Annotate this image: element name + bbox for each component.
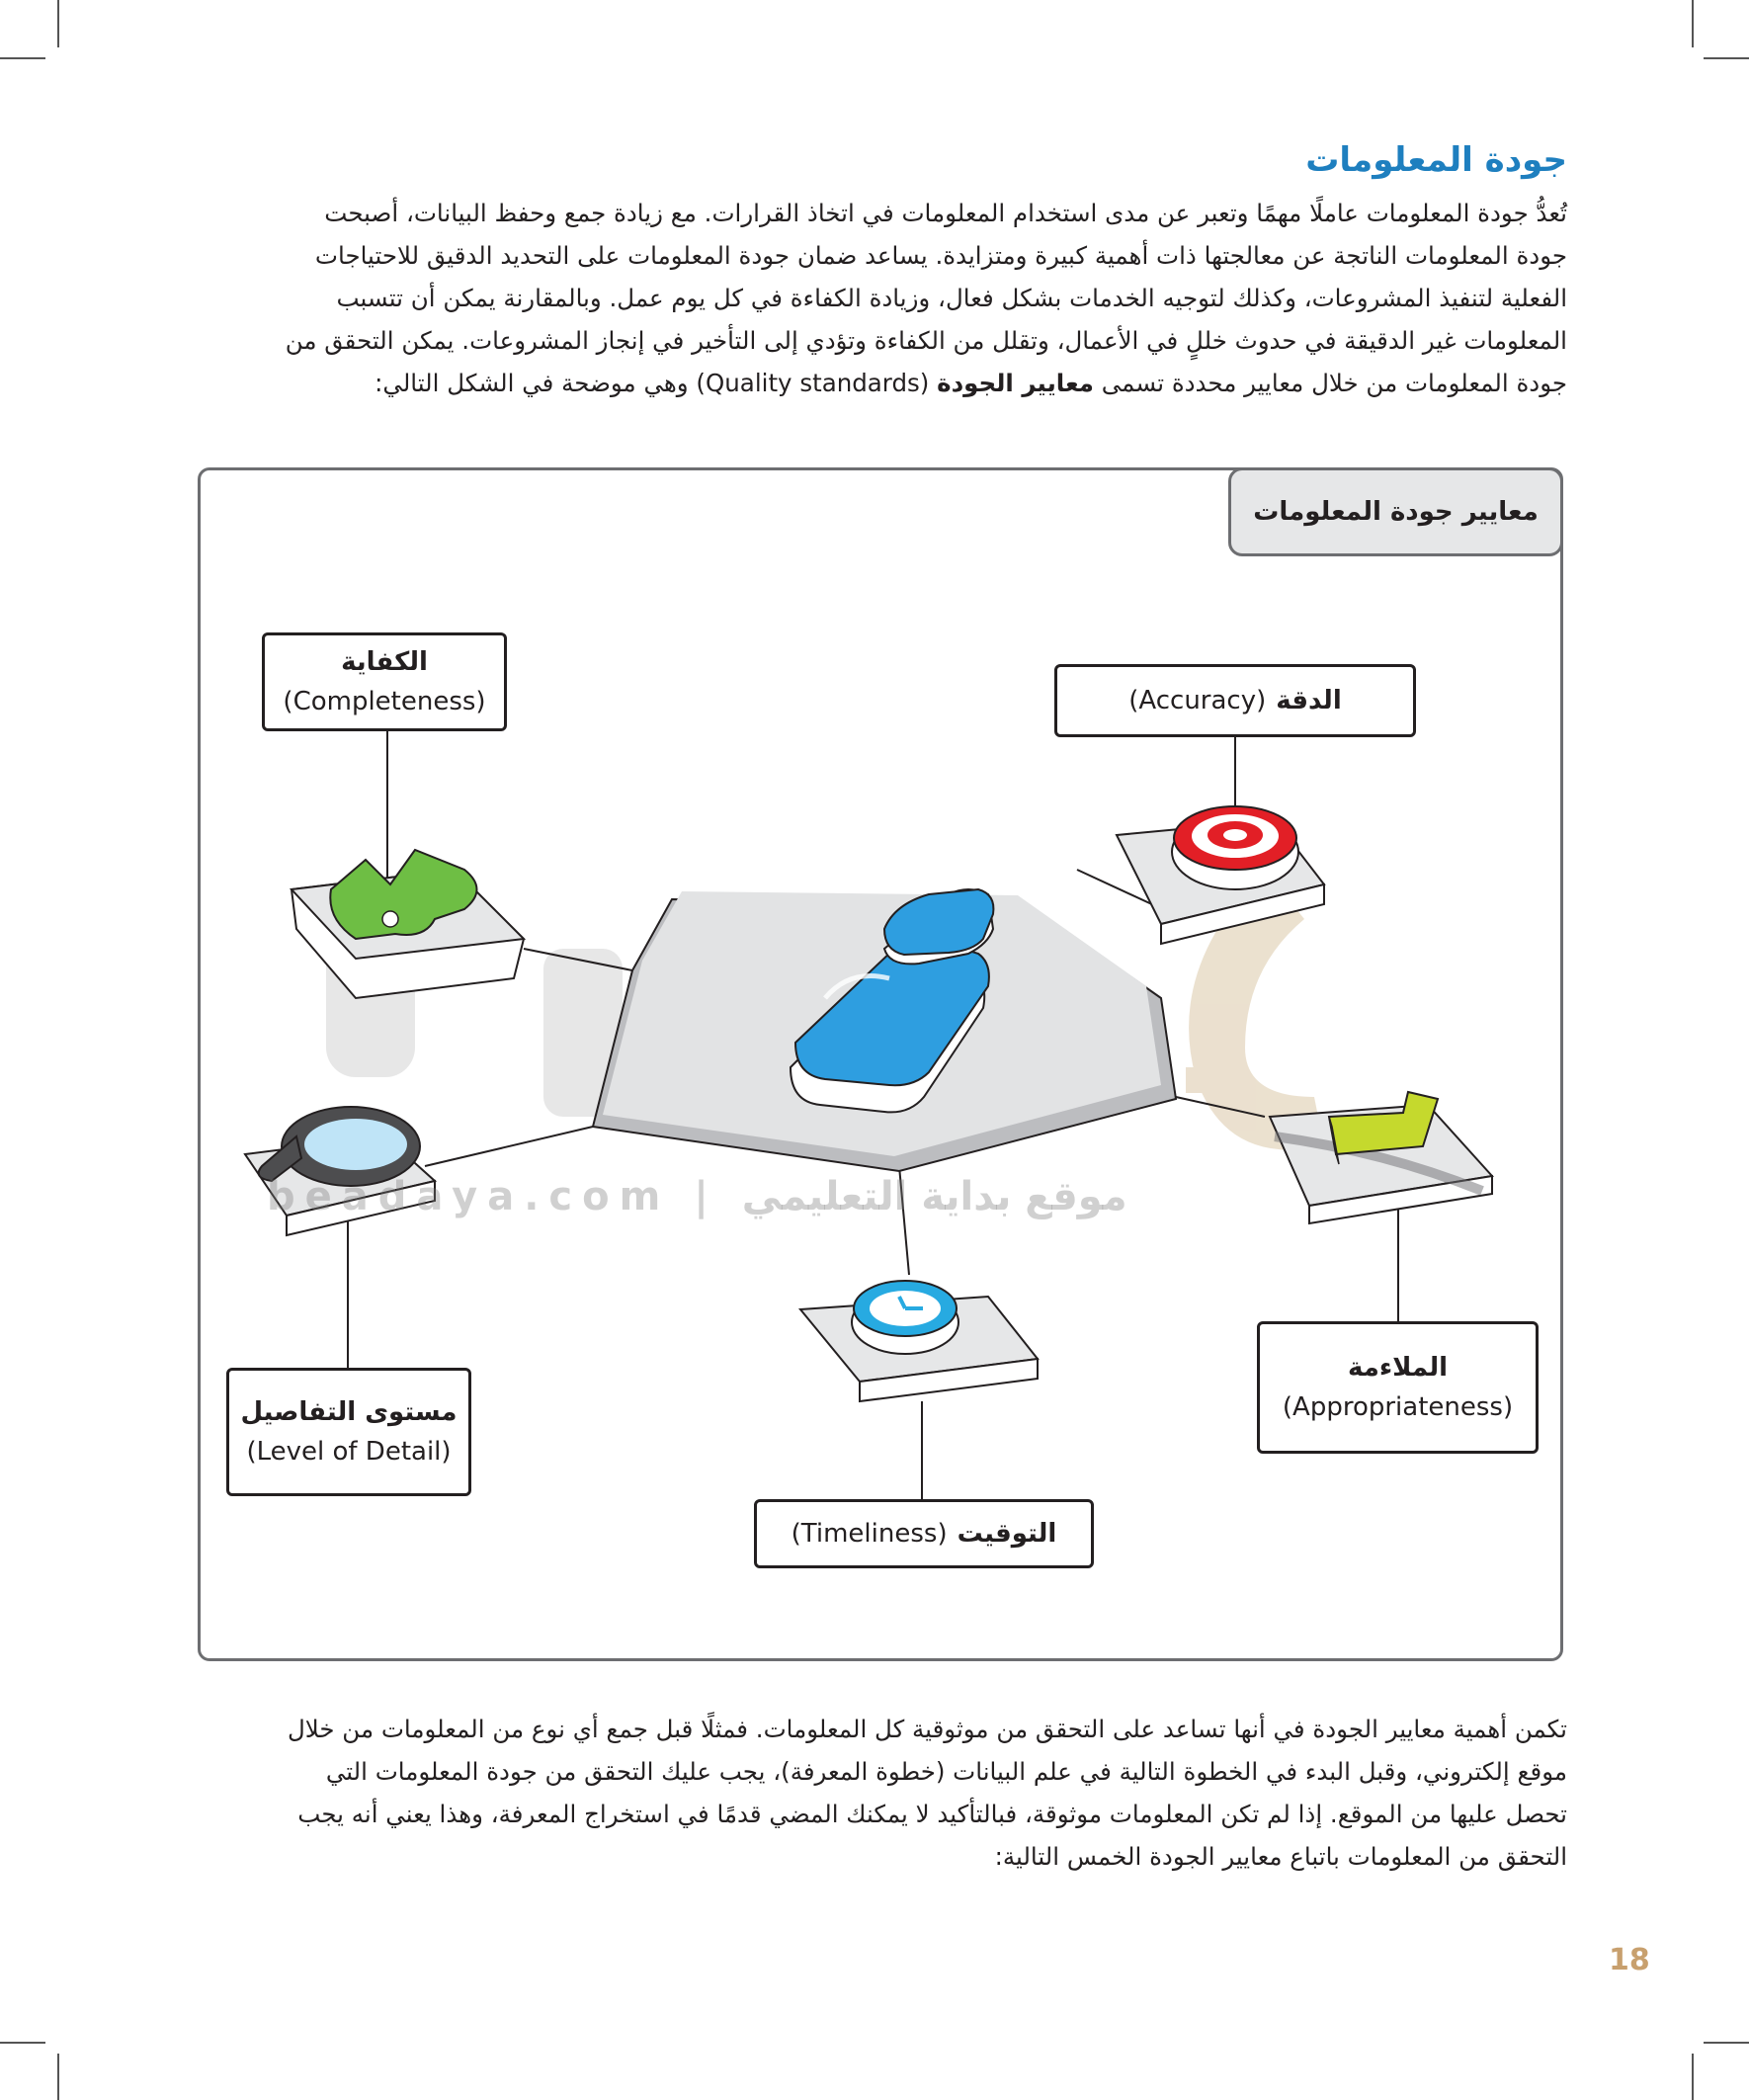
closing-line: موقع إلكتروني، وقبل البدء في الخطوة التالية في علم البيانات (خطوة المعرفة)، يجب عليك التحقق من جودة المعلومات التي	[325, 1757, 1567, 1786]
intro-text: جودة المعلومات من خلال معايير محددة تسمى	[1101, 369, 1567, 397]
intro-text: (Quality standards) وهي موضحة في الشكل التالي:	[375, 369, 930, 397]
intro-line: الفعلية لتنفيذ المشروعات، وكذلك لتوجيه الخدمات بشكل فعال، وزيادة الكفاءة في كل يوم عمل. وبالمقارنة يمكن أن تتسبب	[336, 284, 1567, 312]
label-appropriateness-ar: الملاءمة	[1347, 1353, 1448, 1383]
label-appropriateness-en: (Appropriateness)	[1282, 1392, 1514, 1422]
label-completeness-ar: الكفاية	[341, 647, 428, 677]
diagram-title-tab: معايير جودة المعلومات	[1228, 467, 1563, 556]
label-level-of-detail	[226, 1368, 471, 1496]
intro-line: المعلومات غير الدقيقة في حدوث خللٍ في الأعمال، وتقلل من الكفاءة وتؤدي إلى التأخير في إنجاز المشروعات. يمكن التحقق من	[285, 326, 1567, 355]
closing-line: التحقق من المعلومات باتباع معايير الجودة الخمس التالية:	[994, 1842, 1567, 1871]
label-appropriateness	[1257, 1321, 1539, 1454]
label-timeliness-ar: التوقيت	[957, 1519, 1057, 1549]
label-timeliness-en: (Timeliness)	[791, 1519, 948, 1549]
closing-line: تكمن أهمية معايير الجودة في أنها تساعد على التحقق من موثوقية كل المعلومات. فمثلًا قبل جمع أي نوع من المعلومات من خلال	[287, 1715, 1567, 1743]
quality-standards-term: معايير الجودة	[937, 369, 1094, 397]
label-accuracy	[1054, 664, 1416, 737]
clock-icon	[800, 1281, 1038, 1401]
intro-line: تُعدُّ جودة المعلومات عاملًا مهمًا وتعبر عن مدى استخدام المعلومات في اتخاذ القرارات. مع زيادة جمع وحفظ البيانات، أصبحت	[324, 199, 1567, 227]
connector-detail	[425, 1127, 593, 1166]
watermark-text: beadaya.com | موقع بداية التعليمي	[267, 1174, 1127, 1219]
label-detail-en: (Level of Detail)	[246, 1437, 452, 1467]
label-accuracy-en: (Accuracy)	[1128, 686, 1267, 715]
intro-line: جودة المعلومات الناتجة عن معالجتها ذات أهمية كبيرة ومتزايدة. يساعد ضمان جودة المعلومات على التحديد الدقيق للاحتياجات	[314, 241, 1567, 270]
page-number: 18	[1609, 1943, 1650, 1977]
closing-paragraph	[182, 1708, 1567, 1878]
closing-line: تحصل عليها من الموقع. إذا لم تكن المعلومات موثوقة، فبالتأكيد لا يمكنك المضي قدمًا في استخراج المعرفة، وهذا يعني أنه يجب	[297, 1800, 1567, 1828]
section-title: جودة المعلومات	[1305, 140, 1567, 180]
label-detail-ar: مستوى التفاصيل	[240, 1397, 458, 1427]
label-completeness-en: (Completeness)	[283, 687, 486, 716]
label-completeness	[262, 632, 507, 731]
label-accuracy-ar: الدقة	[1276, 686, 1342, 715]
label-timeliness	[754, 1499, 1094, 1568]
